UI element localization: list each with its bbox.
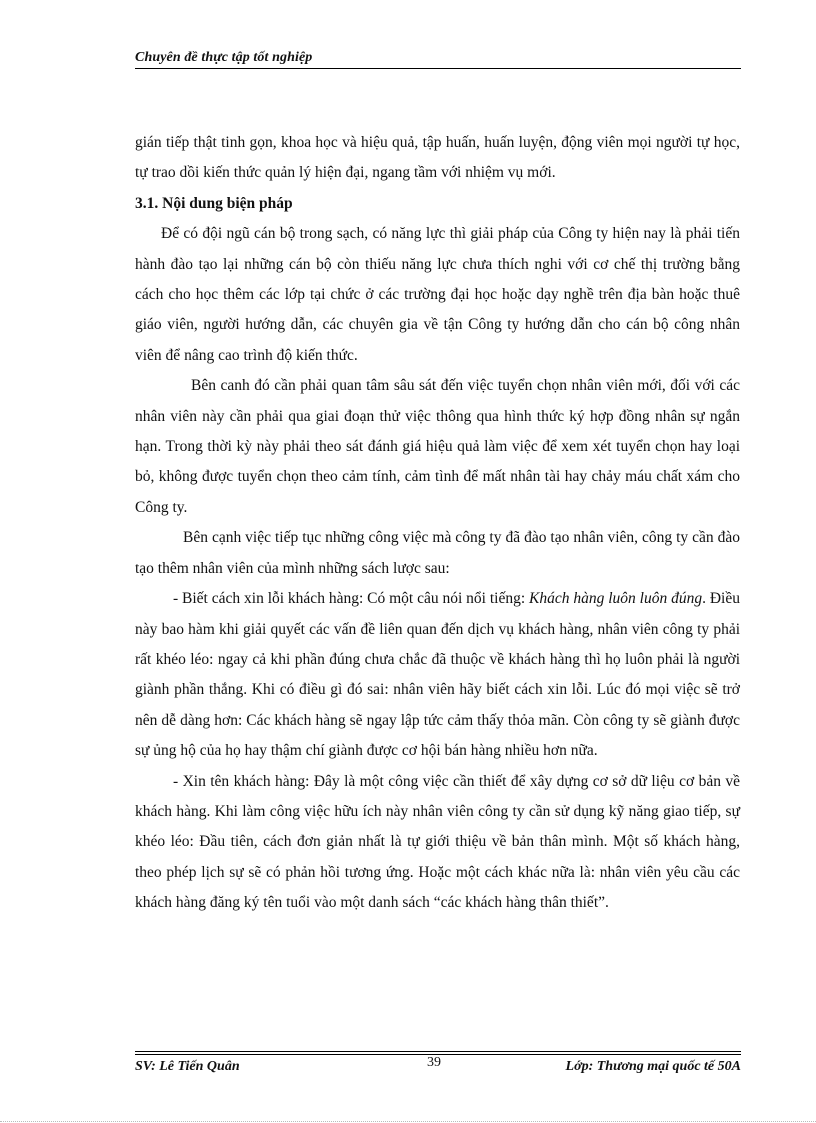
page-edge-divider [0,1121,816,1122]
section-heading: 3.1. Nội dung biện pháp [135,194,293,212]
paragraph-6: - Xin tên khách hàng: Đây là một công việc cần thiết để xây dựng cơ sở dữ liệu cơ bản về khách hàng. Khi làm công việc hữu ích này nhân viên công ty cần sử dụng kỹ năng giao tiếp, sự khéo léo: Đầu tiên, cách đơn giản nhất là tự giới thiệu về bản thân mình. Một số khách hàng, theo phép lịch sự sẽ có phản hồi tương ứng. Hoặc một cách khác nữa là: nhân viên yêu cầu các khách hàng đăng ký tên tuổi vào một danh sách “các khách hàng thân thiết”. [135,772,740,912]
paragraph-3: Bên canh đó cần phải quan tâm sâu sát đến việc tuyển chọn nhân viên mới, đối với các nhân viên này cần phải qua giai đoạn thử việc thông qua hình thức ký hợp đồng nhân sự ngắn hạn. Trong thời kỳ này phải theo sát đánh giá hiệu quả làm việc để xem xét tuyển chọn hay loại bỏ, không được tuyển chọn theo cảm tính, cảm tình để mất nhân tài hay chảy máu chất xám cho Công ty. [135,377,740,516]
paragraph-5 [135,584,740,766]
paragraph-1: gián tiếp thật tinh gọn, khoa học và hiệu quả, tập huấn, huấn luyện, động viên mọi người tự học, tự trao dồi kiến thức quản lý hiện đại, ngang tầm với nhiệm vụ mới. [135,134,740,182]
document-body [135,128,740,919]
paragraph-5-quote: Khách hàng luôn luôn đúng [529,590,703,608]
footer-student-name: SV: Lê Tiến Quân [135,1059,240,1074]
page-number: 39 [427,1055,441,1070]
paragraph-2: Để có đội ngũ cán bộ trong sạch, có năng lực thì giải pháp của Công ty hiện nay là phải tiến hành đào tạo lại những cán bộ còn thiếu năng lực chưa thích nghi với cơ chế thị trường bằng cách cho học thêm các lớp tại chức ở các trường đại học hoặc dạy nghề trên địa bàn hoặc thuê giáo viên, người hướng dẫn, các chuyên gia về tận Công ty hướng dẫn cho cán bộ công nhân viên để nâng cao trình độ kiến thức. [135,225,740,364]
footer-class-name: Lớp: Thương mại quốc tế 50A [565,1059,741,1074]
header-rule [135,68,741,69]
paragraph-5-end: . Điều này bao hàm khi giải quyết các vấn đề liên quan đến dịch vụ khách hàng, nhân viên công ty phải rất khéo léo: ngay cả khi phần đúng chưa chắc đã thuộc về khách hàng thì họ luôn phải là người giành phần thắng. Khi có điều gì đó sai: nhân viên hãy biết cách xin lỗi. Lúc đó mọi việc sẽ trở nên dễ dàng hơn: Các khách hàng sẽ ngay lập tức cảm thấy thỏa mãn. Còn công ty sẽ giành được sự ủng hộ của họ hay thậm chí giành được cơ hội bán hàng nhiều hơn nữa. [135,590,740,760]
footer-rule-top [135,1051,741,1052]
paragraph-5-start: - Biết cách xin lỗi khách hàng: Có một câu nói nổi tiếng: [173,590,530,608]
page-footer [135,1055,741,1077]
running-header-title: Chuyên đề thực tập tốt nghiệp [135,50,313,65]
paragraph-4: Bên cạnh việc tiếp tục những công việc mà công ty đã đào tạo nhân viên, công ty cần đào tạo thêm nhân viên của mình những sách lược sau: [135,529,740,577]
